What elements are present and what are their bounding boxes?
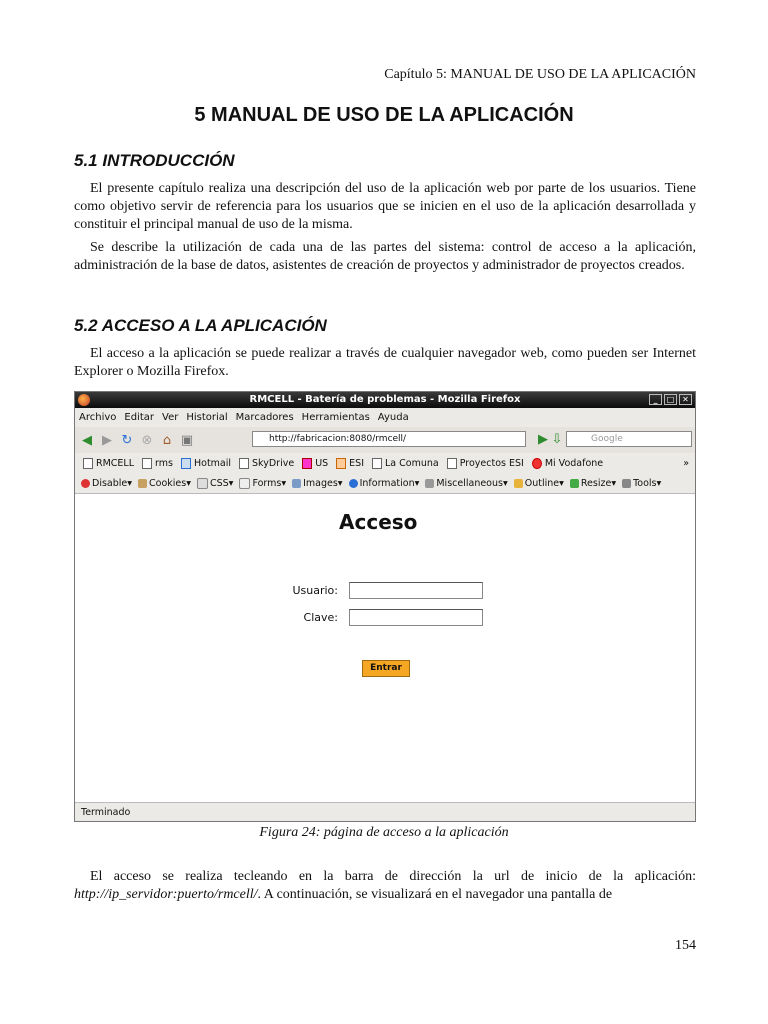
- paragraph-acceso-1: El acceso a la aplicación se puede realizar a través de cualquier navegador web, como pueden ser Internet Explorer o Mozilla Firefox.: [74, 346, 696, 379]
- home-icon[interactable]: ⌂: [162, 432, 172, 448]
- dev-css-menu[interactable]: CSS▾: [197, 478, 233, 489]
- information-icon: [349, 479, 358, 488]
- menu-ayuda[interactable]: Ayuda: [377, 412, 409, 423]
- section-heading-acceso: 5.2 ACCESO A LA APLICACIÓN: [74, 316, 327, 335]
- vodafone-logo-icon: [532, 458, 542, 469]
- window-title: RMCELL - Batería de problemas - Mozilla Firefox: [249, 394, 521, 405]
- outline-icon: [514, 479, 523, 488]
- password-input[interactable]: [349, 609, 483, 626]
- figure-caption: Figura 24: página de acceso a la aplicación: [259, 825, 509, 840]
- dev-information-menu[interactable]: Information▾: [349, 478, 420, 489]
- cookies-icon: [138, 479, 147, 488]
- dev-miscellaneous-menu[interactable]: Miscellaneous▾: [425, 478, 507, 489]
- bookmark-rms[interactable]: rms: [142, 458, 173, 469]
- bookmark-us[interactable]: US: [302, 458, 328, 469]
- login-title: Acceso: [339, 510, 418, 534]
- css-icon: [197, 478, 208, 489]
- menu-editar[interactable]: Editar: [124, 412, 154, 423]
- go-icon[interactable]: ▶: [538, 431, 548, 447]
- dev-cookies-menu[interactable]: Cookies▾: [138, 478, 191, 489]
- maximize-button[interactable]: □: [664, 394, 677, 405]
- search-input[interactable]: [566, 431, 692, 447]
- esi-logo-icon: [336, 458, 346, 469]
- running-head: Capítulo 5: MANUAL DE USO DE LA APLICACIÓN: [384, 67, 696, 82]
- minimize-button[interactable]: _: [649, 394, 662, 405]
- url-bar[interactable]: [252, 431, 526, 447]
- bookmark-esi[interactable]: ESI: [336, 458, 364, 469]
- tools-icon: [622, 479, 631, 488]
- menu-herramientas[interactable]: Herramientas: [301, 412, 370, 423]
- submit-button[interactable]: Entrar: [362, 660, 410, 677]
- dev-forms-menu[interactable]: Forms▾: [239, 478, 286, 489]
- resize-icon: [570, 479, 579, 488]
- chapter-title: 5 MANUAL DE USO DE LA APLICACIÓN: [194, 104, 574, 126]
- user-input[interactable]: [349, 582, 483, 599]
- section-heading-introduccion: 5.1 INTRODUCCIÓN: [74, 151, 235, 170]
- bookmark-la-comuna[interactable]: La Comuna: [372, 458, 439, 469]
- dev-images-menu[interactable]: Images▾: [292, 478, 342, 489]
- menu-ver[interactable]: Ver: [162, 412, 179, 423]
- dev-disable-menu[interactable]: Disable▾: [81, 478, 132, 489]
- url-text: http://fabricacion:8080/rmcell/: [269, 434, 407, 444]
- miscellaneous-icon: [425, 479, 434, 488]
- paragraph-acceso-2: El acceso se realiza tecleando en la barra de dirección la url de inicio de la aplicación: http://ip_servidor:puerto/rmcell/. A continuación, se visualizará en el navegador una pantalla de: [74, 869, 696, 902]
- page-icon: [239, 458, 249, 469]
- paragraph-intro-1: El presente capítulo realiza una descripción del uso de la aplicación web por parte de los usuarios. Tiene como objetivo servir de referencia para los usuarios que se inicien en el uso de la aplicación desarrollada y constituir el principal manual de uso de la misma.: [74, 181, 696, 232]
- dev-tools-menu[interactable]: Tools▾: [622, 478, 661, 489]
- back-arrow-icon[interactable]: ◀: [82, 432, 92, 448]
- forms-icon: [239, 478, 250, 489]
- menu-historial[interactable]: Historial: [186, 412, 228, 423]
- page-number: 154: [675, 938, 696, 953]
- dev-resize-menu[interactable]: Resize▾: [570, 478, 616, 489]
- images-icon: [292, 479, 301, 488]
- us-logo-icon: [302, 458, 312, 469]
- bookmark-proyectos-esi[interactable]: Proyectos ESI: [447, 458, 524, 469]
- stop-icon[interactable]: ⊗: [141, 432, 153, 448]
- close-button[interactable]: ✕: [679, 394, 692, 405]
- page-icon: [142, 458, 152, 469]
- search-placeholder: Google: [591, 434, 623, 444]
- dev-outline-menu[interactable]: Outline▾: [514, 478, 564, 489]
- bookmarks-toolbar: [75, 453, 695, 474]
- page-icon: [83, 458, 93, 469]
- password-label: Clave:: [303, 611, 338, 624]
- disable-icon: [81, 479, 90, 488]
- page-icon: [447, 458, 457, 469]
- bookmark-skydrive[interactable]: SkyDrive: [239, 458, 294, 469]
- web-developer-toolbar: [75, 473, 695, 494]
- window-titlebar: [75, 392, 695, 408]
- screenshot-icon[interactable]: ▣: [180, 432, 194, 448]
- menu-archivo[interactable]: Archivo: [79, 412, 117, 423]
- page-icon: [372, 458, 382, 469]
- menu-bar: [75, 408, 695, 427]
- bookmarks-overflow-button[interactable]: »: [683, 457, 689, 469]
- menu-marcadores[interactable]: Marcadores: [235, 412, 294, 423]
- bookmark-hotmail[interactable]: Hotmail: [181, 458, 231, 469]
- paragraph-intro-2: Se describe la utilización de cada una de las partes del sistema: control de acceso a la aplicación, administración de la base de datos, asistentes de creación de proyectos y administrador de proyectos creados.: [74, 240, 696, 273]
- bookmark-rmcell[interactable]: RMCELL: [83, 458, 134, 469]
- hotmail-icon: [181, 458, 191, 469]
- status-bar: Terminado: [75, 802, 695, 822]
- firefox-logo-icon: [78, 394, 90, 406]
- forward-arrow-icon[interactable]: ▶: [102, 432, 112, 448]
- bookmark-mi-vodafone[interactable]: Mi Vodafone: [532, 458, 603, 469]
- download-icon[interactable]: ⇩: [551, 431, 563, 447]
- reload-icon[interactable]: ↻: [121, 432, 133, 448]
- navigation-toolbar: [75, 427, 695, 454]
- browser-screenshot: [74, 391, 696, 822]
- user-label: Usuario:: [292, 584, 338, 597]
- page-content: [75, 494, 695, 801]
